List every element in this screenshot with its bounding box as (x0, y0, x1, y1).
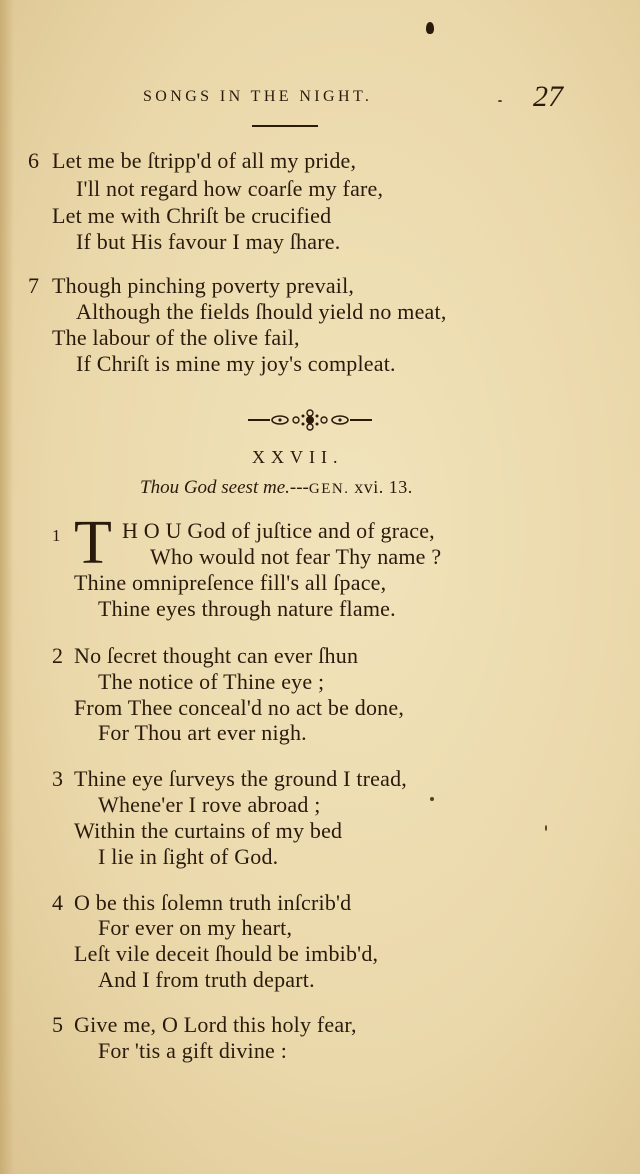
header-rule (252, 125, 318, 127)
stanza-number: 3 (52, 766, 63, 791)
verse-line: The labour of the olive fail, (52, 325, 300, 350)
stanza-number: 5 (52, 1012, 63, 1037)
verse-line: O be this ſolemn truth inſcrib'd (74, 890, 352, 915)
stanza-number: 7 (28, 273, 39, 298)
verse-line: If but His favour I may ſhare. (76, 229, 341, 254)
paper-speck (430, 797, 434, 801)
stanza-number: 1 (52, 526, 61, 545)
verse-line: Let me with Chriſt be crucified (52, 203, 332, 228)
verse-line: For ever on my heart, (98, 915, 293, 940)
epigraph-dashes: --- (289, 477, 309, 498)
verse-line: Although the fields ſhould yield no meat, (76, 299, 447, 324)
verse-line: If Chriſt is mine my joy's compleat. (76, 351, 396, 376)
paper-speck (498, 100, 502, 102)
verse-line: Whene'er I rove abroad ; (98, 792, 321, 817)
epigraph-verse: xvi. 13. (354, 477, 413, 497)
running-header: SONGS IN THE NIGHT. (143, 88, 373, 105)
verse-line: I lie in ſight of God. (98, 844, 279, 869)
hymn-number: XXVII. (252, 447, 344, 467)
verse-line: Give me, O Lord this holy fear, (74, 1012, 357, 1037)
verse-line: For 'tis a gift divine : (98, 1038, 288, 1063)
stanza-number: 6 (28, 148, 39, 173)
page-edge-shadow (0, 0, 14, 1174)
ink-blot (426, 22, 434, 34)
epigraph-reference: GEN. (308, 481, 350, 497)
verse-line: Thine eye ſurveys the ground I tread, (74, 766, 408, 791)
stanza-number: 4 (52, 890, 63, 915)
paper-speck (545, 825, 547, 831)
verse-line: Let me be ſtripp'd of all my pride, (52, 148, 357, 173)
verse-line: The notice of Thine eye ; (98, 669, 325, 694)
verse-line: Thine eyes through nature flame. (98, 596, 396, 621)
verse-line: From Thee conceal'd no act be done, (74, 695, 405, 720)
verse-line: I'll not regard how coarſe my fare, (76, 176, 384, 201)
verse-line: Who would not fear Thy name ? (150, 544, 442, 569)
verse-line: H O U God of juſtice and of grace, (122, 518, 435, 543)
verse-line: Thine omnipreſence fill's all ſpace, (74, 570, 387, 595)
page-number: 27 (533, 80, 563, 113)
ornament-divider (248, 405, 372, 435)
verse-line: Leſt vile deceit ſhould be imbib'd, (74, 941, 379, 966)
epigraph-text: Thou God seest me. (140, 477, 290, 498)
verse-line: No ſecret thought can ever ſhun (74, 643, 359, 668)
verse-line: For Thou art ever nigh. (98, 720, 307, 745)
verse-line: Within the curtains of my bed (74, 818, 343, 843)
verse-line: And I from truth depart. (98, 967, 315, 992)
drop-cap: T (74, 509, 112, 577)
hymn-epigraph (140, 477, 413, 499)
verse-line: Though pinching poverty prevail, (52, 273, 355, 298)
stanza-number: 2 (52, 643, 63, 668)
